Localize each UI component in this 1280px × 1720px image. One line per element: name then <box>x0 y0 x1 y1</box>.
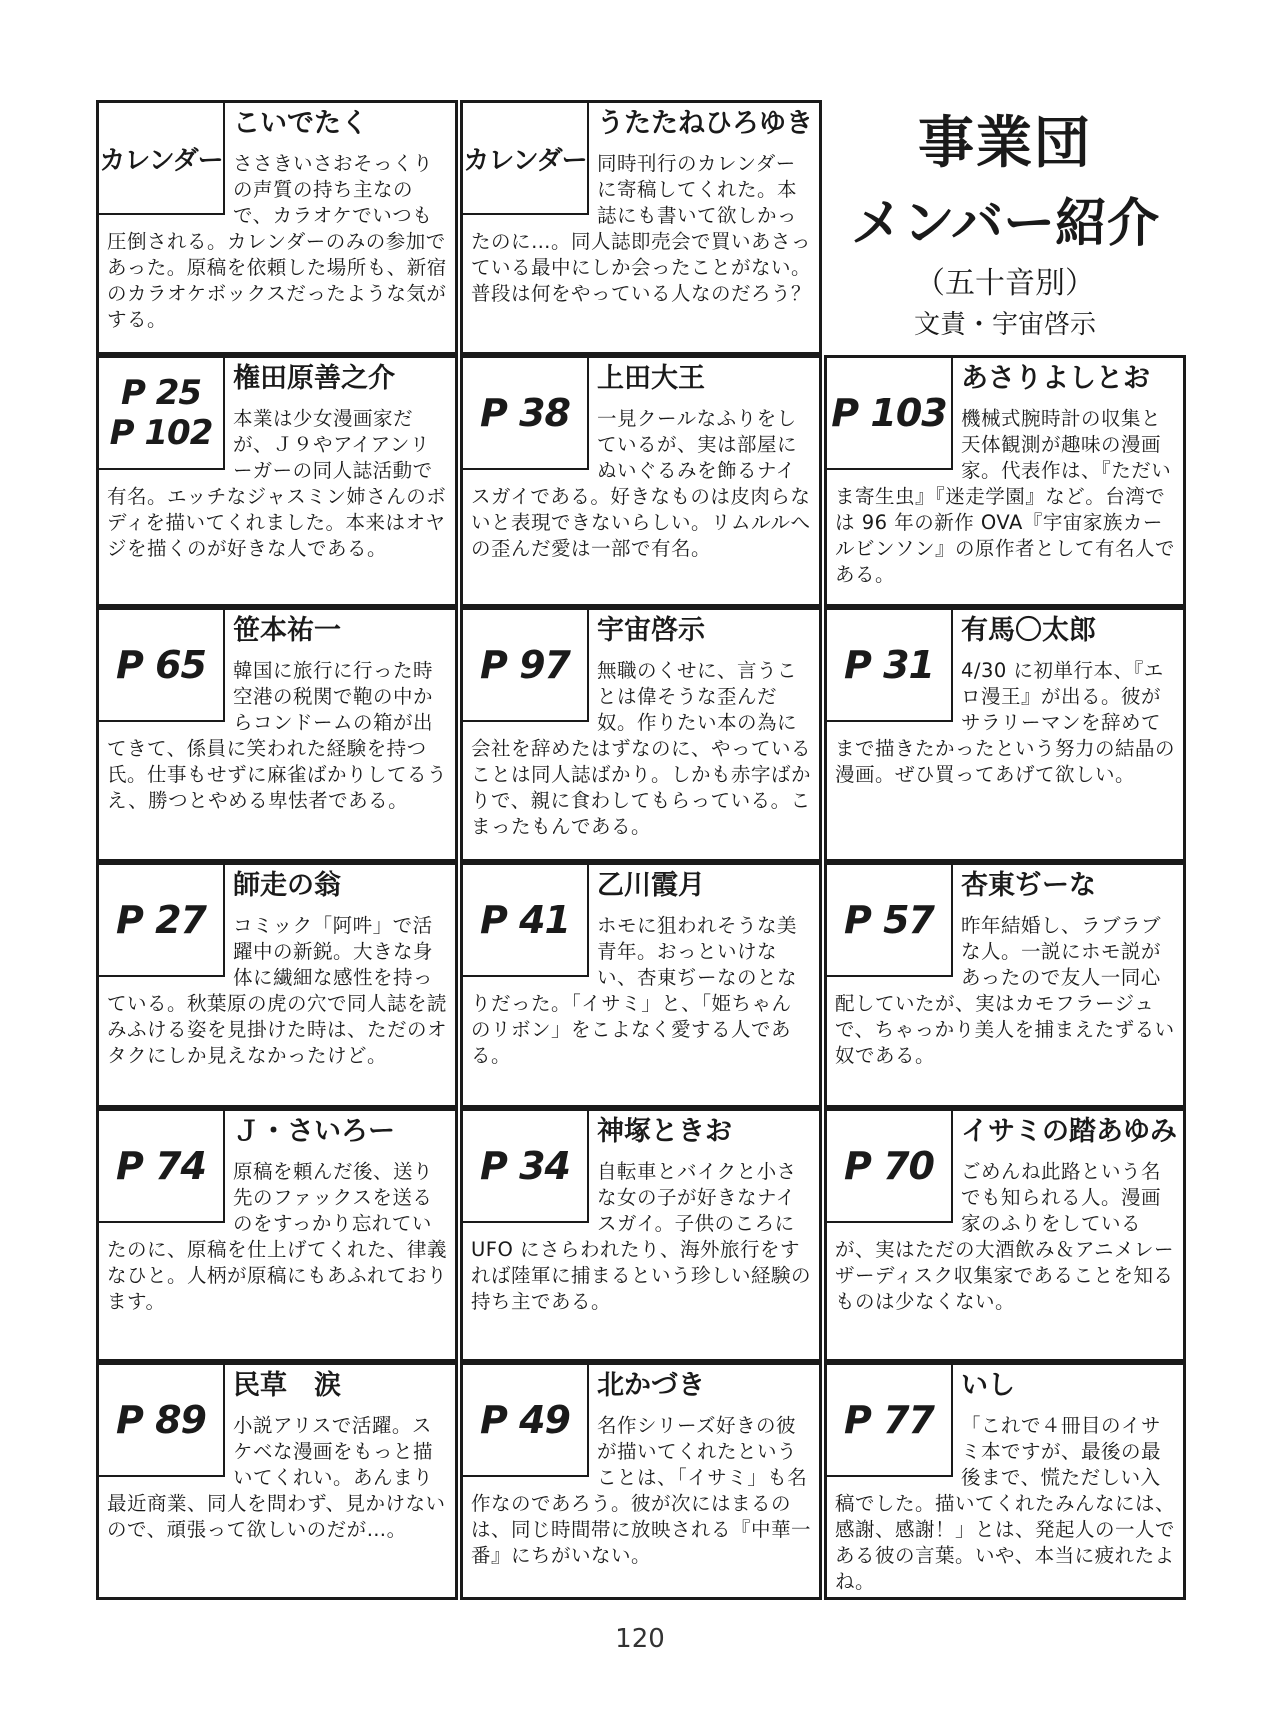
member-text: ごめんね此路という名でも知られる人。漫画家のふりをしているが、実はただの大酒飲み＆アニメレーザーディスク収集家であることを知るものは少なくない。 <box>835 1160 1175 1313</box>
member-text: 自転車とバイクと小さな女の子が好きなナイスガイ。子供のころに UFO にさらわれたり、海外旅行をすれば陸軍に捕まるという珍しい経験の持ち主である。 <box>471 1160 812 1313</box>
member-tag: P 38 <box>463 358 589 470</box>
member-name: 権田原善之介 <box>233 363 395 394</box>
member-name: 杏東ぢーな <box>961 870 1096 901</box>
member-tag: P 77 <box>827 1365 953 1477</box>
member-card <box>824 1362 1186 1600</box>
page-number: 120 <box>615 1624 665 1654</box>
member-tag: P 49 <box>463 1365 589 1477</box>
member-text: 昨年結婚し、ラブラブな人。一説にホモ説があったので友人一同心配していたが、実はカモフラージュで、ちゃっかり美人を捕まえたずるい奴である。 <box>835 914 1175 1067</box>
member-name: あさりよしとお <box>961 363 1150 394</box>
member-name: 師走の翁 <box>233 870 341 901</box>
member-card <box>96 100 458 355</box>
member-tag: カレンダー <box>463 103 589 215</box>
member-name: イサミの踏あゆみ <box>961 1116 1177 1147</box>
member-card <box>96 607 458 862</box>
page-subtitle: メンバー紹介 <box>850 194 1160 254</box>
member-tag: P 74 <box>99 1111 225 1223</box>
member-card <box>460 100 822 355</box>
member-card <box>460 355 822 607</box>
member-card <box>824 607 1186 862</box>
member-tag: P 103 <box>827 358 953 470</box>
member-name: 有馬〇太郎 <box>961 615 1096 646</box>
member-grid <box>96 100 1186 1600</box>
member-name: 神塚ときお <box>597 1116 732 1147</box>
member-name: Ｊ・さいろー <box>233 1116 395 1147</box>
member-name: こいでたく <box>233 108 368 139</box>
member-tag: P 57 <box>827 865 953 977</box>
member-name: 乙川霞月 <box>597 870 705 901</box>
member-name: いし <box>961 1370 1015 1401</box>
member-name: うたたねひろゆき <box>597 108 813 139</box>
member-name: 民草 涙 <box>233 1370 341 1401</box>
member-text: 無職のくせに、言うことは偉そうな歪んだ奴。作りたい本の為に会社を辞めたはずなのに、やっていることは同人誌ばかり。しかも赤字ばかりで、親に食わしてもらっている。こまったもんである。 <box>471 659 812 838</box>
member-card <box>824 355 1186 607</box>
member-text: 本業は少女漫画家だが、Ｊ９やアイアンリーガーの同人誌活動で有名。エッチなジャスミン姉さんのボディを描いてくれました。本来はオヤジを描くのが好きな人である。 <box>107 407 447 560</box>
member-text: 韓国に旅行に行った時空港の税関で鞄の中からコンドームの箱が出てきて、係員に笑われた経験を持つ氏。仕事もせずに麻雀ばかりしてるうえ、勝つとやめる卑怯者である。 <box>107 659 448 812</box>
member-card <box>824 1108 1186 1362</box>
member-text: 一見クールなふりをしているが、実は部屋にぬいぐるみを飾るナイスガイである。好きなものは皮肉らないと表現できないらしい。リムルルへの歪んだ愛は一部で有名。 <box>471 407 811 560</box>
member-text: ささきいさおそっくりの声質の持ち主なので、カラオケでいつも圧倒される。カレンダーのみの参加であった。原稿を依頼した場所も、新宿のカラオケボックスだったような気がする。 <box>107 152 447 331</box>
member-name: 上田大王 <box>597 363 705 394</box>
member-name: 北かづき <box>597 1370 705 1401</box>
member-card <box>96 1362 458 1600</box>
member-card <box>460 1108 822 1362</box>
member-tag: P 27 <box>99 865 225 977</box>
member-card <box>460 1362 822 1600</box>
member-tag <box>99 358 225 470</box>
page-ref: P 102 <box>109 413 213 453</box>
member-text: 原稿を頼んだ後、送り先のファックスを送るのをすっかり忘れていたのに、原稿を仕上げてくれた、律義なひと。人柄が原稿にもあふれております。 <box>107 1160 448 1313</box>
member-text: 同時刊行のカレンダーに寄稿してくれた。本誌にも書いて欲しかったのに…。同人誌即売会で買いあさっている最中にしか会ったことがない。普段は何をやっている人なのだろう？ <box>471 152 812 305</box>
member-name: 宇宙啓示 <box>597 615 705 646</box>
member-tag: P 31 <box>827 610 953 722</box>
page-title: 事業団 <box>918 111 1092 176</box>
credit: 文責・宇宙啓示 <box>913 310 1096 340</box>
member-text: 名作シリーズ好きの彼が描いてくれたということは、「イサミ」も名作なのであろう。彼が次にはまるのは、同じ時間帯に放映される『中華一番』にちがいない。 <box>471 1414 812 1567</box>
member-card <box>460 607 822 862</box>
member-tag: P 70 <box>827 1111 953 1223</box>
member-card <box>824 862 1186 1108</box>
member-text: コミック「阿吽」で活躍中の新鋭。大きな身体に繊細な感性を持っている。秋葉原の虎の穴で同人誌を読みふける姿を見掛けた時は、ただのオタクにしか見えなかったけど。 <box>107 914 448 1067</box>
page-ref: P 25 <box>120 373 202 413</box>
member-card <box>96 1108 458 1362</box>
page-title-block <box>824 100 1186 355</box>
member-tag: P 89 <box>99 1365 225 1477</box>
member-tag: P 97 <box>463 610 589 722</box>
member-tag: カレンダー <box>99 103 225 215</box>
member-text: 4/30 に初単行本、『エロ漫王』が出る。彼がサラリーマンを辞めてまで描きたかったという努力の結晶の漫画。ぜひ買ってあげて欲しい。 <box>835 659 1176 786</box>
order-note: （五十音別） <box>915 266 1095 301</box>
member-tag: P 65 <box>99 610 225 722</box>
member-text: 小説アリスで活躍。スケベな漫画をもっと描いてくれい。あんまり最近商業、同人を問わず、見かけないので、頑張って欲しいのだが…。 <box>107 1414 446 1541</box>
member-card <box>460 862 822 1108</box>
member-text: ホモに狙われそうな美青年。おっといけない、杏東ぢーなのとなりだった。「イサミ」と、「姫ちゃんのリボン」をこよなく愛する人である。 <box>471 914 798 1067</box>
member-name: 笹本祐一 <box>233 615 341 646</box>
member-card <box>96 355 458 607</box>
member-text: 機械式腕時計の収集と天体観測が趣味の漫画家。代表作は、『ただいま寄生虫』『迷走学園』など。台湾では 96 年の新作 OVA『宇宙家族カールビンソン』の原作者として有名人である。 <box>835 407 1176 586</box>
member-tag: P 41 <box>463 865 589 977</box>
member-text: 「これで４冊目のイサミ本ですが、最後の最後まで、慌ただしい入稿でした。描いてくれたみんなには、感謝、感謝！」とは、発起人の一人である彼の言葉。いや、本当に疲れたよね。 <box>835 1414 1176 1593</box>
member-card <box>96 862 458 1108</box>
member-tag: P 34 <box>463 1111 589 1223</box>
